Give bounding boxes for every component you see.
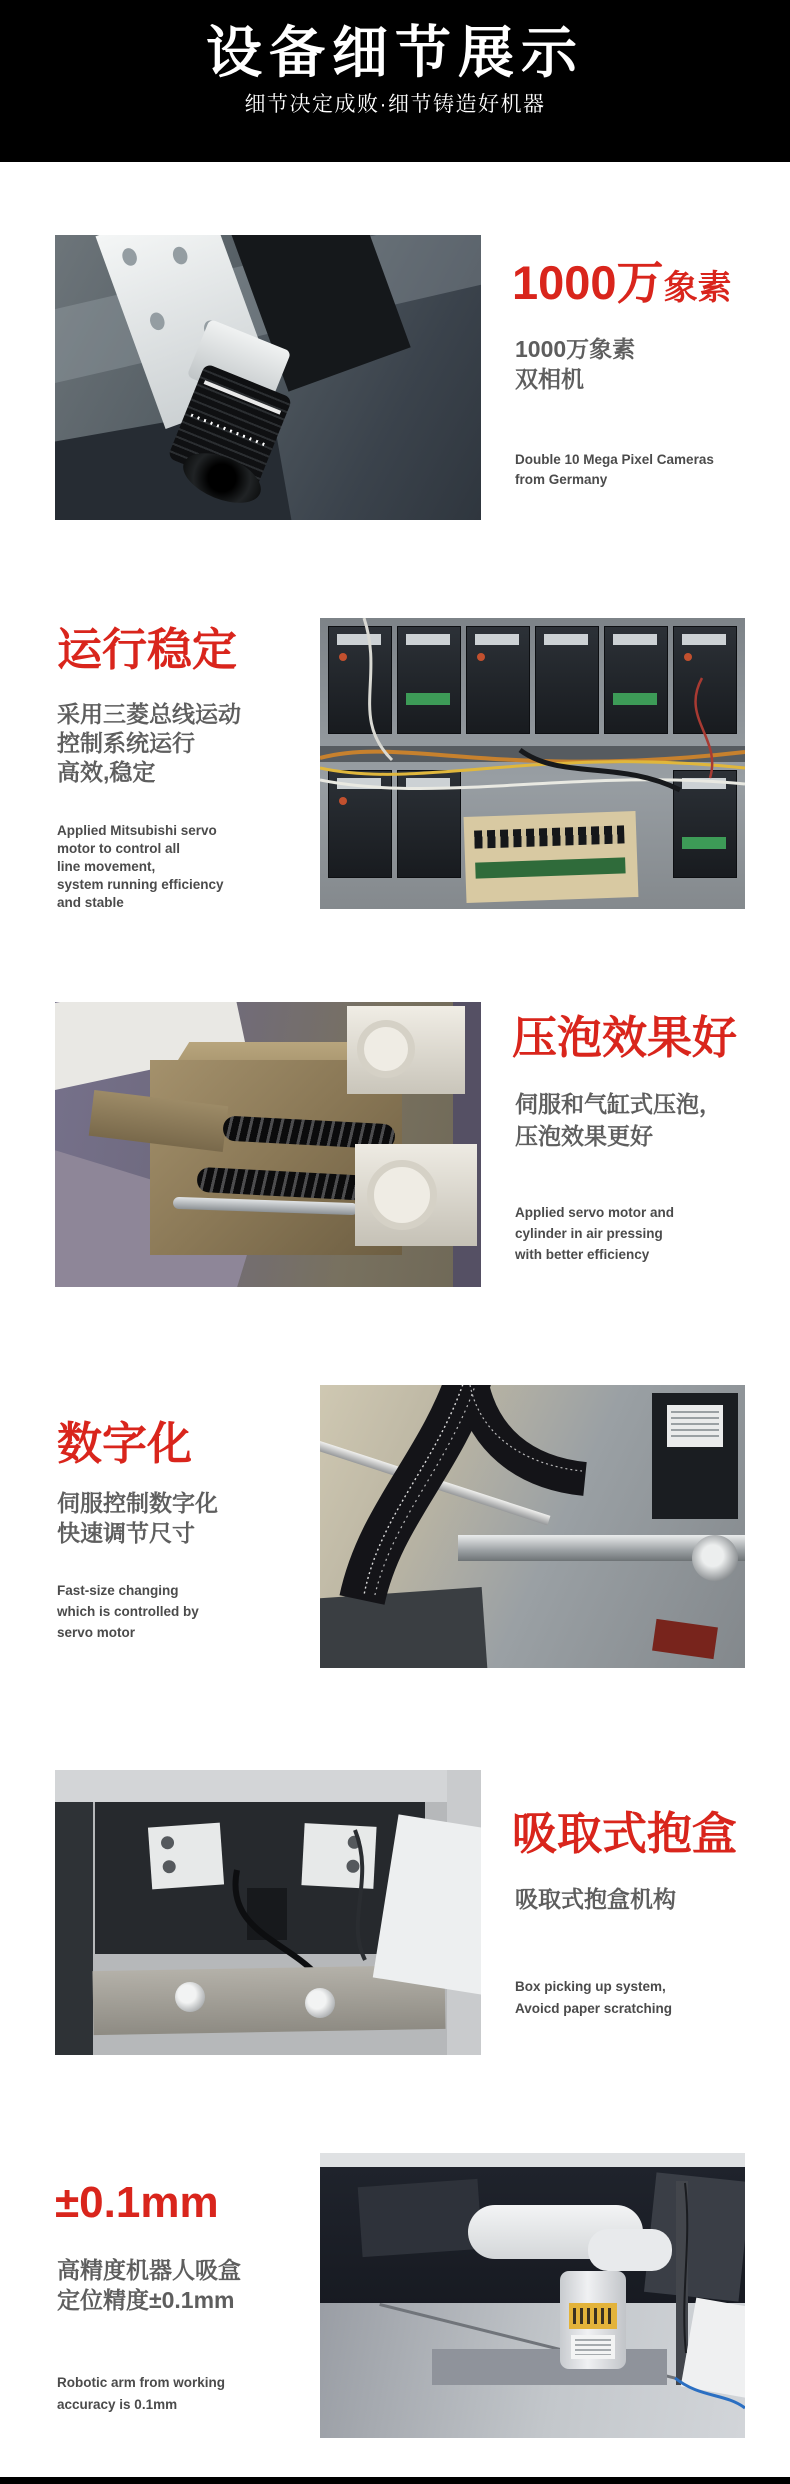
cylinder-face	[357, 1020, 415, 1078]
zh-line: 高效,稳定	[57, 759, 156, 785]
section-subtitle-suction	[515, 1884, 676, 1914]
zh-line: 吸取式抱盒机构	[515, 1886, 676, 1912]
section-description-suction	[515, 1976, 672, 2020]
title-unit: 象素	[663, 269, 732, 307]
en-line: which is controlled by	[57, 1604, 199, 1619]
motor-label-text-lines	[671, 1411, 719, 1441]
en-line: servo motor	[57, 1625, 136, 1640]
section-subtitle-stable	[57, 700, 241, 787]
air-cylinder-shape	[347, 1006, 465, 1094]
zh-line: 伺服控制数字化	[57, 1490, 218, 1516]
section-title-digital: 数字化	[57, 1418, 193, 1469]
section-subtitle-digital	[57, 1488, 218, 1548]
en-line: Box picking up system,	[515, 1979, 666, 1994]
zh-line: 双相机	[515, 366, 584, 392]
zh-line: 控制系统运行	[57, 730, 195, 756]
bracket-hole	[148, 310, 167, 332]
section-title-accuracy: ±0.1mm	[55, 2178, 219, 2227]
section-subtitle-accuracy	[57, 2255, 241, 2315]
zh-line: 1000万象素	[515, 336, 636, 362]
section-subtitle-pressing	[515, 1088, 722, 1152]
pulley-hub-shape	[692, 1535, 738, 1581]
lens-scale-marks	[190, 414, 267, 447]
cable-overlay	[320, 2153, 745, 2438]
terminal-plate-shape	[464, 811, 639, 903]
servo-cabinet-photo	[320, 618, 745, 909]
section-title-suction: 吸取式抱盒	[512, 1808, 738, 1859]
zh-line: 定位精度±0.1mm	[57, 2287, 235, 2313]
en-line: Applied Mitsubishi servo	[57, 823, 217, 838]
en-line: from Germany	[515, 472, 608, 487]
section-subtitle-cameras	[515, 334, 635, 394]
section-description-cameras	[515, 450, 714, 490]
bracket-hole	[120, 246, 139, 268]
bottom-divider-bar	[0, 2477, 790, 2484]
section-title-stable: 运行稳定	[57, 624, 238, 675]
zh-line: 压泡效果更好	[515, 1123, 653, 1149]
en-line: with better efficiency	[515, 1247, 650, 1262]
terminal-strip-shape	[474, 825, 625, 848]
press-mechanism-photo	[55, 1002, 481, 1287]
section-description-stable	[57, 822, 224, 912]
roller-shape	[175, 1982, 205, 2012]
bracket-hole	[171, 245, 190, 267]
zh-line: 快速调节尺寸	[57, 1520, 195, 1546]
page-subtitle: 细节决定成败·细节铸造好机器	[244, 92, 546, 116]
en-line: system running efficiency	[57, 877, 224, 892]
section-title-cameras	[512, 258, 732, 307]
belt-drive-photo	[320, 1385, 745, 1668]
section-description-digital	[57, 1580, 199, 1643]
section-title-pressing: 压泡效果好	[512, 1012, 738, 1063]
zh-line: 采用三菱总线运动	[57, 701, 241, 727]
title-number: 1000万	[512, 256, 664, 309]
en-line: line movement,	[57, 859, 156, 874]
header-banner	[0, 0, 790, 162]
en-line: cylinder in air pressing	[515, 1226, 663, 1241]
camera-photo	[55, 235, 481, 520]
cylinder-face	[367, 1160, 437, 1230]
roller-shape	[305, 1988, 335, 2018]
air-cylinder-shape	[355, 1144, 477, 1246]
en-line: Robotic arm from working	[57, 2375, 226, 2390]
en-line: Avoicd paper scratching	[515, 2001, 673, 2016]
section-description-pressing	[515, 1202, 674, 1265]
page-title: 设备细节展示	[206, 21, 584, 84]
en-line: and stable	[57, 895, 124, 910]
en-line: Fast-size changing	[57, 1583, 179, 1598]
zh-line: 伺服和气缸式压泡，	[515, 1091, 722, 1117]
section-description-accuracy	[57, 2372, 225, 2416]
en-line: Applied servo motor and	[515, 1205, 675, 1220]
pcb-strip-shape	[475, 857, 625, 878]
en-line: accuracy is 0.1mm	[57, 2397, 178, 2412]
machine-interior-photo	[55, 1770, 481, 2055]
en-line: motor to control all	[57, 841, 180, 856]
en-line: Double 10 Mega Pixel Cameras	[515, 452, 714, 467]
zh-line: 高精度机器人吸盒	[57, 2257, 241, 2283]
robot-arm-photo	[320, 2153, 745, 2438]
